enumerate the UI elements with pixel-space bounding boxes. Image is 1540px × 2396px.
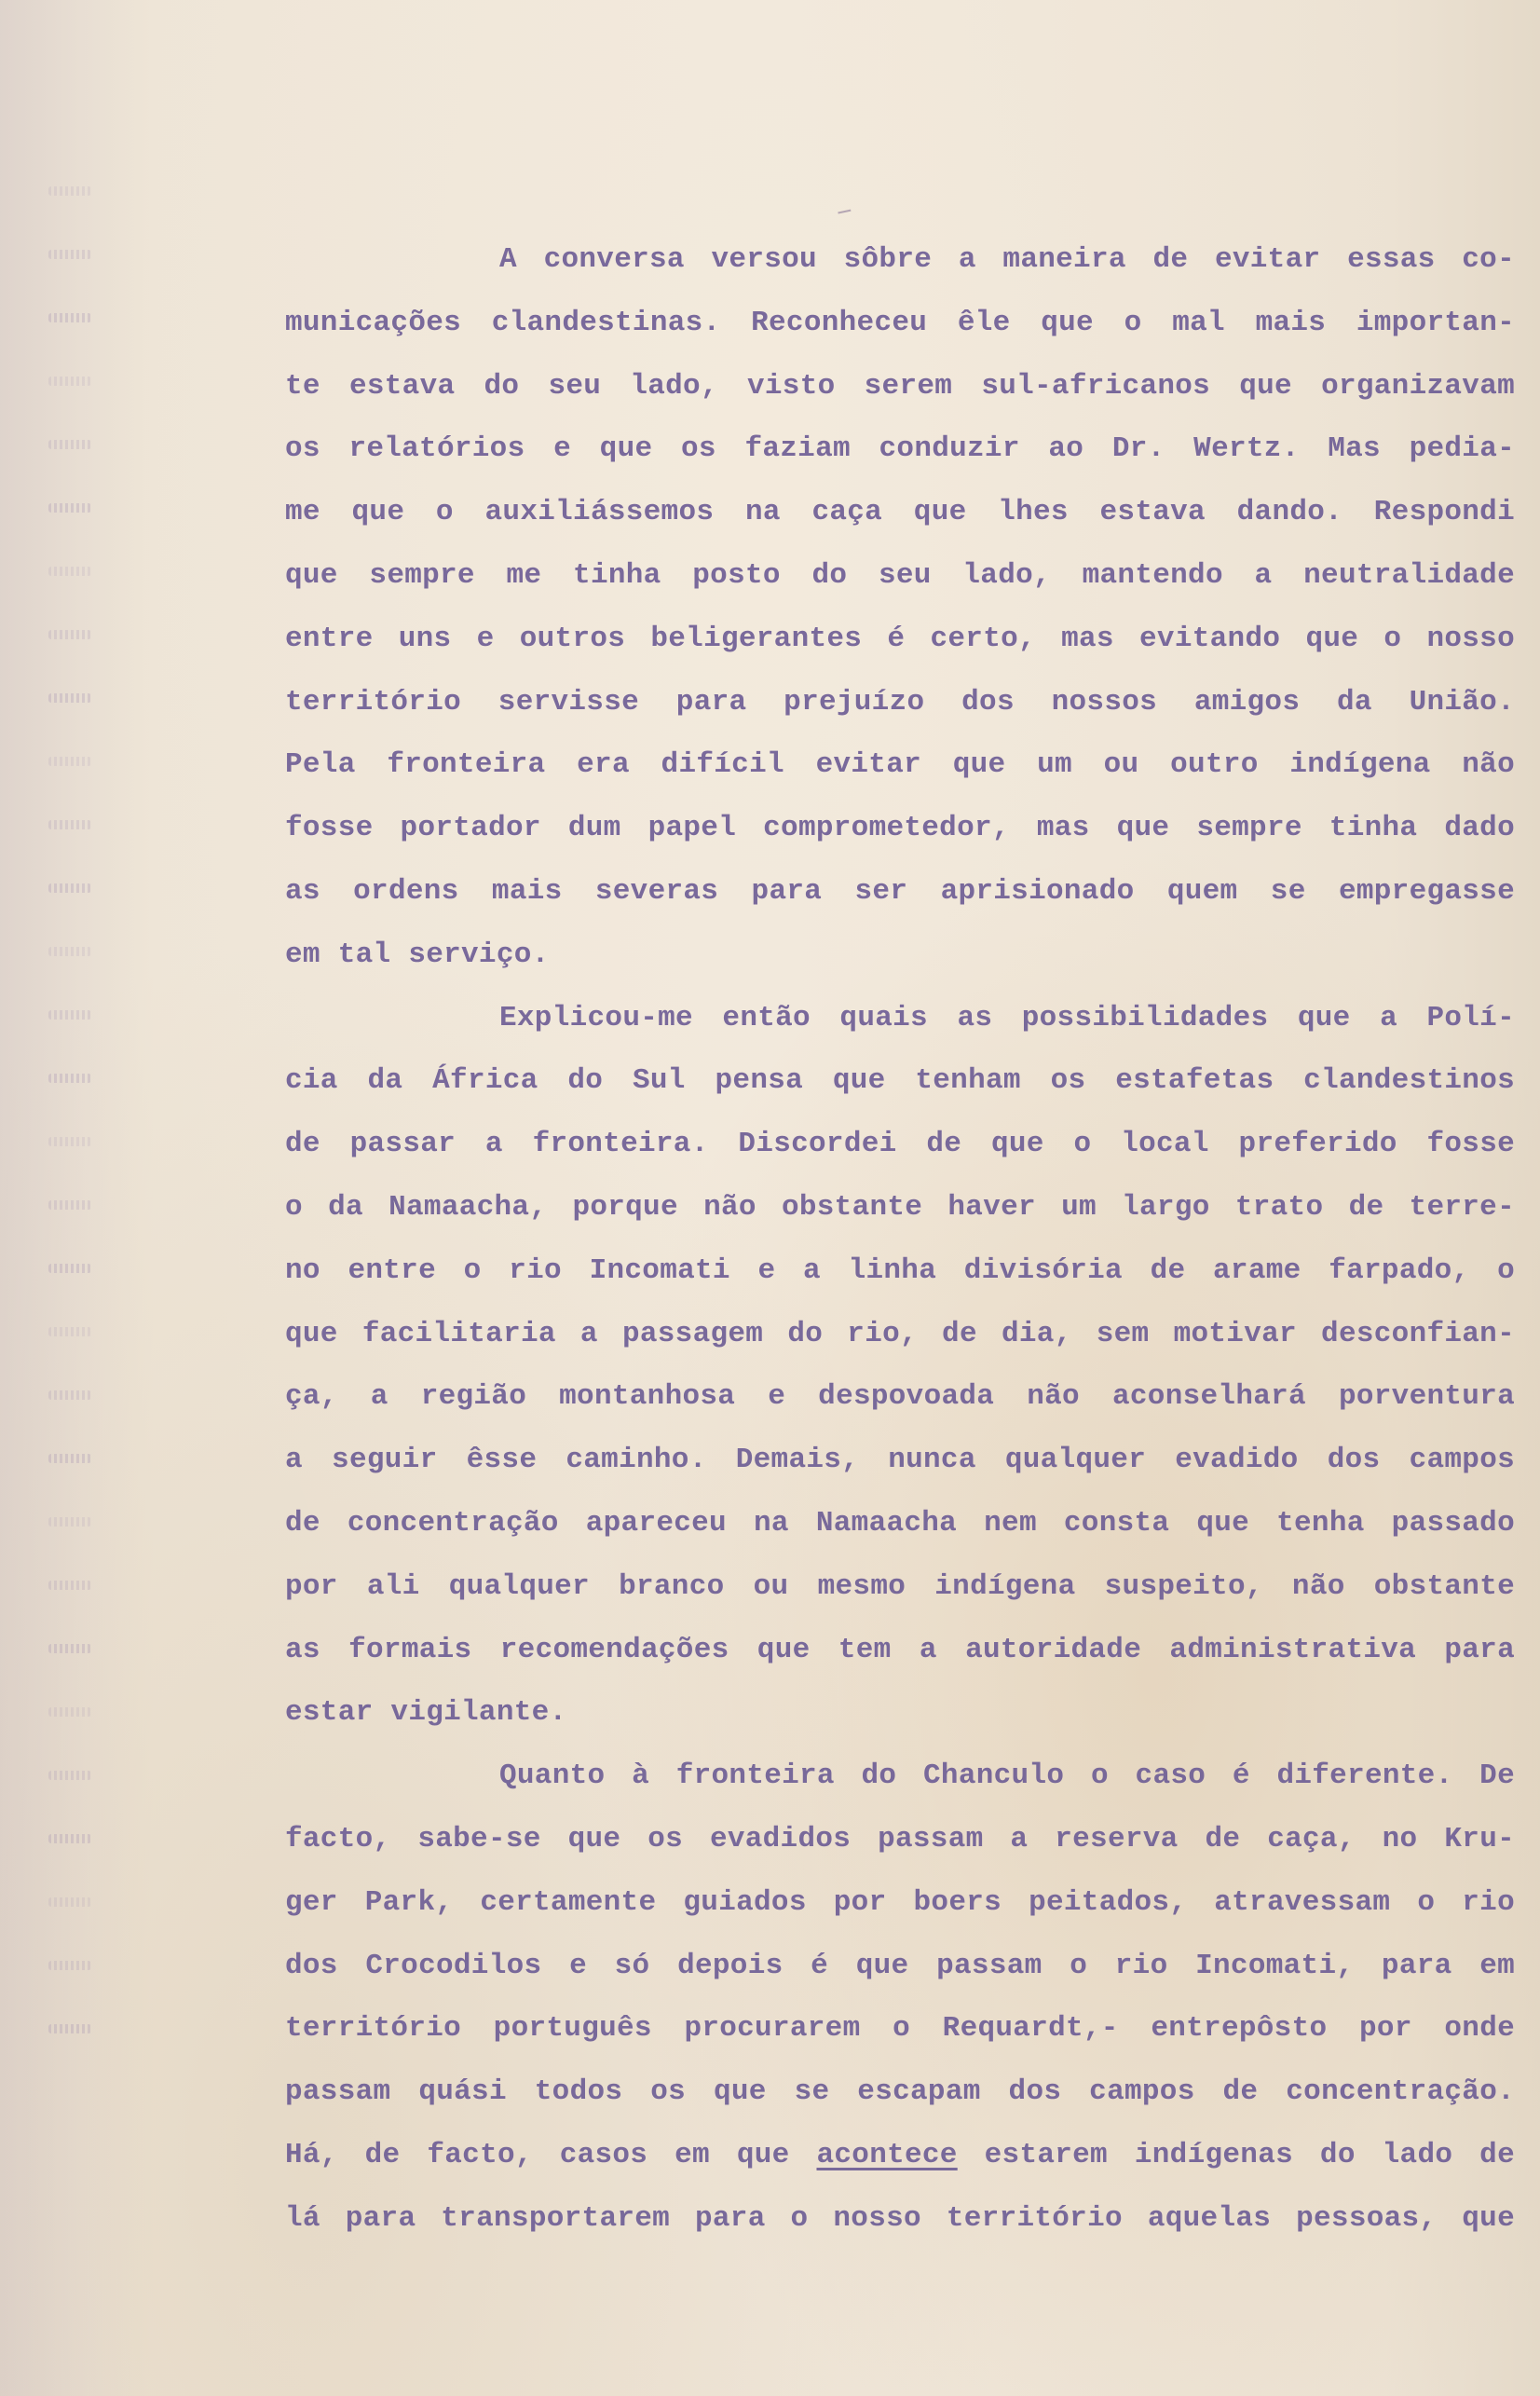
bleed-through-mark <box>48 503 91 513</box>
text-line: entre uns e outros beligerantes é certo, mas evitando que o nosso <box>285 622 1515 655</box>
bleed-through-mark <box>48 947 91 956</box>
underlined-word: acontece <box>816 2138 958 2171</box>
text-line: te estava do seu lado, visto serem sul-africanos que organizavam <box>285 369 1515 403</box>
bleed-through-mark <box>48 2024 91 2033</box>
text-line: dos Crocodilos e só depois é que passam o rio Incomati, para em <box>285 1949 1515 1982</box>
text-line: as ordens mais severas para ser aprisionado quem se empregasse <box>285 874 1515 908</box>
bleed-through-mark <box>48 1010 91 1020</box>
bleed-through-mark <box>48 1390 91 1400</box>
bleed-through-mark <box>48 820 91 829</box>
bleed-through-mark <box>48 1454 91 1463</box>
text-line: território português procurarem o Requardt,- entrepôsto por onde <box>285 2012 1515 2046</box>
bleed-through-mark <box>48 186 91 196</box>
text-line: cia da África do Sul pensa que tenham os estafetas clandestinos <box>285 1064 1515 1098</box>
paragraph-3 <box>285 1745 1515 2250</box>
bleed-through-mark <box>48 1517 91 1527</box>
text-line: lá para transportarem para o nosso território aquelas pessoas, que <box>285 2201 1515 2235</box>
bleed-through-mark <box>48 1074 91 1083</box>
text-line: em tal serviço. <box>285 938 550 971</box>
text-line: de concentração apareceu na Namaacha nem consta que tenha passado <box>285 1506 1515 1540</box>
bleed-through-mark <box>48 757 91 766</box>
bleed-through-mark <box>48 630 91 639</box>
bleed-through-mark <box>48 1264 91 1273</box>
bleed-through-mark <box>48 250 91 259</box>
text-line: ger Park, certamente guiados por boers peitados, atravessam o rio <box>285 1885 1515 1919</box>
bleed-through-mark <box>48 1137 91 1146</box>
text-line: A conversa versou sôbre a maneira de evitar essas co- <box>499 243 1515 276</box>
text-line: território servisse para prejuízo dos nossos amigos da União. <box>285 685 1515 719</box>
text-line: que sempre me tinha posto do seu lado, mantendo a neutralidade <box>285 558 1515 592</box>
text-line: me que o auxiliássemos na caça que lhes estava dando. Respondi <box>285 496 1515 529</box>
text-line: estar vigilante. <box>285 1696 567 1730</box>
text-line: Quanto à fronteira do Chanculo o caso é diferente. De <box>499 1759 1515 1793</box>
bleed-through-mark <box>48 440 91 449</box>
text-line: ça, a região montanhosa e despovoada não aconselhará porventura <box>285 1380 1515 1414</box>
text-line: por ali qualquer branco ou mesmo indígena suspeito, não obstante <box>285 1569 1515 1603</box>
text-line: passam quási todos os que se escapam dos campos de concentração. <box>285 2075 1515 2109</box>
binding-edge-shadow <box>0 0 140 2396</box>
bleed-through-mark <box>48 1771 91 1780</box>
bleed-through-mark <box>48 1327 91 1336</box>
text-line: Explicou-me então quais as possibilidades que a Polí- <box>499 1001 1515 1034</box>
text-line: no entre o rio Incomati e a linha divisória de arame farpado, o <box>285 1253 1515 1287</box>
bleed-through-mark <box>48 1834 91 1843</box>
bleed-through-mark <box>48 1644 91 1653</box>
paragraph-2 <box>285 987 1515 1746</box>
text-line: fosse portador dum papel comprometedor, mas que sempre tinha dado <box>285 812 1515 845</box>
bleed-through-mark <box>48 377 91 386</box>
text-line: Pela fronteira era difícil evitar que um ou outro indígena não <box>285 748 1515 782</box>
bleed-through-mark <box>48 693 91 703</box>
text-line: a seguir êsse caminho. Demais, nunca qualquer evadido dos campos <box>285 1444 1515 1477</box>
text-line: facto, sabe-se que os evadidos passam a reserva de caça, no Kru- <box>285 1822 1515 1855</box>
text-fragment: estarem indígenas do lado de <box>957 2138 1515 2171</box>
text-line: o da Namaacha, porque não obstante haver um largo trato de terre- <box>285 1190 1515 1224</box>
paragraph-1 <box>285 228 1515 987</box>
bleed-through-mark <box>48 1581 91 1590</box>
bleed-through-mark <box>48 313 91 322</box>
text-line: as formais recomendações que tem a autoridade administrativa para <box>285 1633 1515 1666</box>
bleed-through-mark <box>48 883 91 893</box>
text-line: os relatórios e que os faziam conduzir ao Dr. Wertz. Mas pedia- <box>285 432 1515 466</box>
bleed-through-mark <box>48 1897 91 1907</box>
text-line: que facilitaria a passagem do rio, de dia, sem motivar desconfian- <box>285 1317 1515 1350</box>
text-line: municações clandestinas. Reconheceu êle que o mal mais importan- <box>285 306 1515 339</box>
bleed-through-mark <box>48 567 91 576</box>
text-line-with-underline <box>285 2124 1515 2187</box>
pencil-tick-mark <box>838 210 852 220</box>
text-fragment: Há, de facto, casos em que <box>285 2138 817 2171</box>
text-line: de passar a fronteira. Discordei de que o local preferido fosse <box>285 1128 1515 1161</box>
typed-text-block <box>285 228 1515 2251</box>
bleed-through-mark <box>48 1961 91 1970</box>
bleed-through-mark <box>48 1200 91 1210</box>
bleed-through-mark <box>48 1707 91 1717</box>
